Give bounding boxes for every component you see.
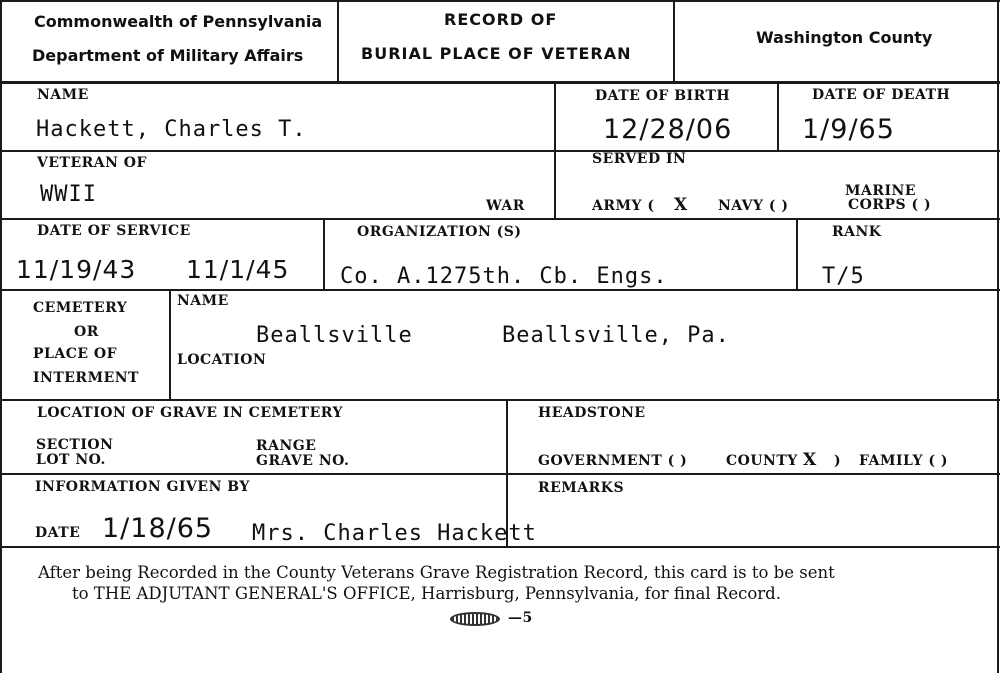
- veteran-of-label: VETERAN OF: [37, 155, 147, 171]
- divider-row4: [169, 289, 171, 401]
- instructions-line-2: to THE ADJUTANT GENERAL'S OFFICE, Harrisburg, Pennsylvania, for final Record.: [72, 584, 781, 603]
- rule-row6: [0, 546, 1000, 548]
- header-record-of: RECORD OF: [444, 10, 558, 29]
- rule-row1: [0, 150, 1000, 152]
- army-checkmark: X: [674, 195, 688, 215]
- headstone-label: HEADSTONE: [538, 405, 646, 421]
- cemetery-or-label: OR: [74, 324, 99, 340]
- served-in-label: SERVED IN: [592, 151, 687, 167]
- rule-row3: [0, 289, 1000, 291]
- frame-top: [0, 0, 1000, 2]
- navy-label: NAVY ( ): [718, 198, 789, 214]
- rule-row2: [0, 218, 1000, 220]
- organization-value: Co. A.1275th. Cb. Engs.: [340, 264, 668, 289]
- date-of-service-label: DATE OF SERVICE: [37, 223, 191, 239]
- cemetery-name-label: NAME: [177, 293, 229, 309]
- divider-row3-1: [323, 218, 325, 290]
- printer-seal-icon: [450, 612, 500, 626]
- marine-label: MARINE: [845, 183, 917, 199]
- date-of-birth-label: DATE OF BIRTH: [595, 88, 731, 104]
- remarks-label: REMARKS: [538, 480, 625, 496]
- war-label: WAR: [486, 198, 525, 214]
- grave-location-label: LOCATION OF GRAVE IN CEMETERY: [37, 405, 343, 421]
- organization-label: ORGANIZATION (S): [357, 224, 522, 240]
- rule-row5: [0, 473, 1000, 475]
- section-label: SECTION: [36, 437, 114, 453]
- divider-row1-2: [777, 82, 779, 152]
- corps-label: CORPS ( ): [848, 197, 932, 213]
- service-start-date: 11/19/43: [16, 255, 137, 284]
- divider-header-1: [337, 0, 339, 82]
- instructions-line-1: After being Recorded in the County Veterans Grave Registration Record, this card is to be sent: [38, 563, 835, 582]
- date-of-death-label: DATE OF DEATH: [812, 87, 951, 103]
- header-department: Department of Military Affairs: [32, 46, 304, 65]
- header-burial-place: BURIAL PLACE OF VETERAN: [361, 44, 632, 63]
- printer-code: —5: [508, 610, 533, 626]
- veteran-of-war: WWII: [40, 182, 97, 207]
- rank-label: RANK: [832, 224, 882, 240]
- informant-name: Mrs. Charles Hackett: [252, 521, 537, 546]
- date-of-birth: 12/28/06: [603, 114, 733, 145]
- header-county: Washington County: [756, 28, 933, 47]
- county-label: COUNTY: [726, 453, 798, 469]
- information-date: 1/18/65: [102, 513, 214, 544]
- service-end-date: 11/1/45: [186, 255, 290, 284]
- date-of-death: 1/9/65: [802, 114, 895, 145]
- date-label: DATE: [35, 525, 81, 541]
- lot-no-label: LOT NO.: [36, 452, 106, 468]
- divider-row5: [506, 399, 508, 475]
- government-label: GOVERNMENT ( ): [538, 453, 688, 469]
- range-label: RANGE: [256, 438, 317, 454]
- divider-row3-2: [796, 218, 798, 290]
- place-of-label: PLACE OF: [33, 346, 118, 362]
- cemetery-place: Beallsville, Pa.: [502, 323, 730, 348]
- family-label: FAMILY ( ): [859, 453, 948, 469]
- rule-header: [0, 81, 1000, 84]
- interment-label: INTERMENT: [33, 370, 139, 386]
- rank-value: T/5: [822, 264, 865, 289]
- header-commonwealth: Commonwealth of Pennsylvania: [34, 12, 323, 31]
- location-label: LOCATION: [177, 352, 267, 368]
- county-close-paren: ): [834, 453, 842, 469]
- rule-row4: [0, 399, 1000, 401]
- grave-no-label: GRAVE NO.: [256, 453, 350, 469]
- divider-header-2: [673, 0, 675, 82]
- cemetery-name: Beallsville: [256, 323, 413, 348]
- army-label: ARMY (: [592, 198, 655, 214]
- frame-right: [997, 0, 999, 673]
- information-given-by-label: INFORMATION GIVEN BY: [35, 479, 250, 495]
- veteran-name: Hackett, Charles T.: [36, 117, 307, 142]
- divider-row2: [554, 150, 556, 220]
- county-checkmark: X: [803, 450, 817, 470]
- cemetery-label: CEMETERY: [33, 300, 128, 316]
- frame-left: [0, 0, 2, 673]
- divider-row1-1: [554, 82, 556, 152]
- name-label: NAME: [37, 87, 89, 103]
